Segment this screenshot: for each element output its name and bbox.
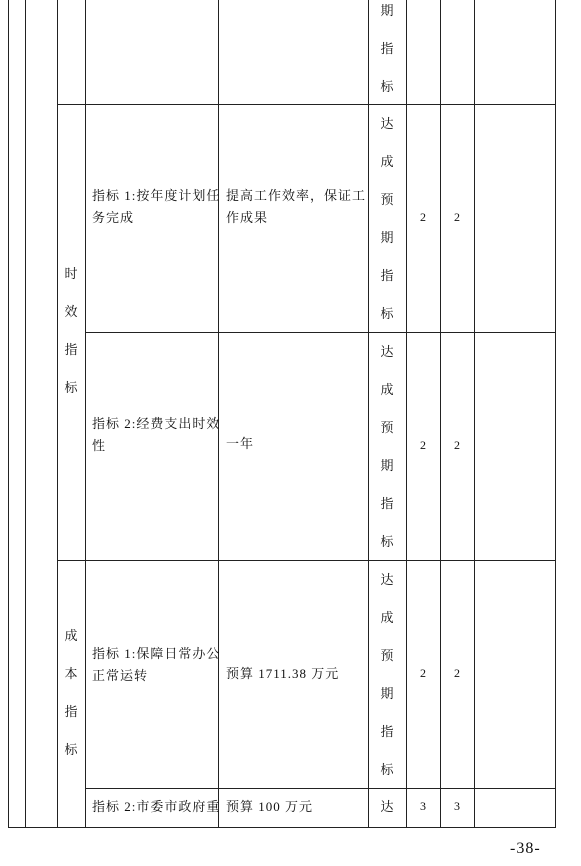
table-row-line (57, 560, 556, 561)
indicator-result: 达 成 预 期 指 标 (380, 344, 394, 549)
indicator-name: 指标 1:按年度计划任 务完成 (92, 188, 221, 225)
indicator-result: 达 成 预 期 指 标 (380, 572, 394, 777)
indicator-result: 达 (380, 799, 394, 814)
indicator-target: 提高工作效率，保证工 作成果 (226, 188, 367, 225)
indicator-target: 预算 1711.38 万元 (226, 666, 340, 681)
score-value: 2 (454, 666, 460, 680)
table-row-line (85, 788, 556, 789)
table-column-line (440, 0, 441, 828)
indicator-result: 达 成 预 期 指 标 (380, 116, 394, 321)
indicator-name: 指标 2:市委市政府重 (92, 799, 221, 814)
score-weight: 2 (420, 210, 426, 224)
score-weight: 2 (420, 666, 426, 680)
indicator-name: 指标 1:保障日常办公 正常运转 (92, 646, 221, 683)
table-column-line (25, 0, 26, 828)
table-row-line (57, 104, 556, 105)
table-border-left (8, 0, 9, 828)
page-number: -38- (510, 840, 541, 857)
indicator-target: 预算 100 万元 (226, 799, 314, 814)
category-label: 成 本 指 标 (64, 628, 78, 757)
table-border-right (555, 0, 556, 828)
table-column-line (368, 0, 369, 828)
score-value: 2 (454, 438, 460, 452)
score-weight: 3 (420, 799, 426, 813)
top-result-text: 期 指 标 (380, 3, 394, 94)
table-row-line (85, 332, 556, 333)
score-weight: 2 (420, 438, 426, 452)
table-column-line (57, 0, 58, 828)
table-column-line (474, 0, 475, 828)
table-column-line (85, 0, 86, 828)
table-border-bottom (8, 827, 556, 828)
category-label: 时 效 指 标 (64, 266, 78, 395)
table-column-line (406, 0, 407, 828)
score-value: 2 (454, 210, 460, 224)
indicator-name: 指标 2:经费支出时效 性 (92, 416, 221, 453)
score-value: 3 (454, 799, 460, 813)
indicator-target: 一年 (226, 436, 255, 451)
